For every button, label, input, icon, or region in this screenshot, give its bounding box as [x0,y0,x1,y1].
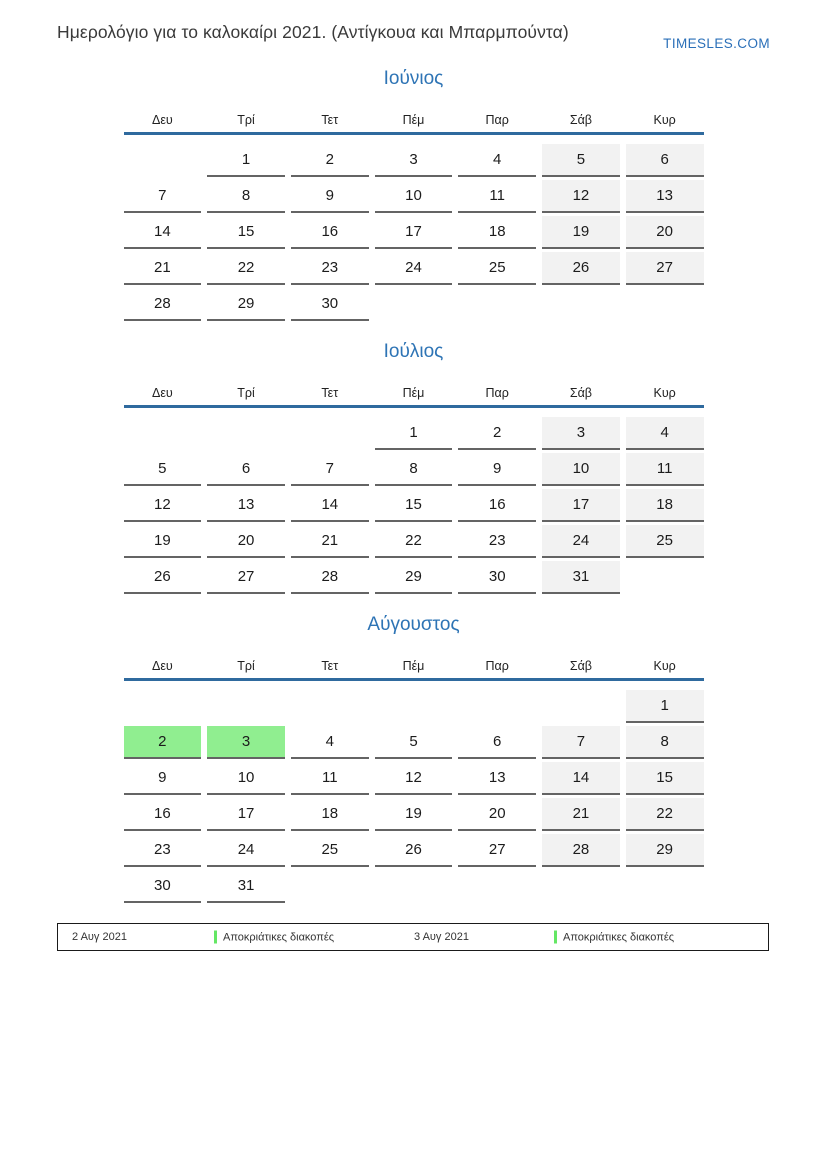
day-cell: 27 [458,834,536,867]
day-cell: 1 [375,417,453,450]
empty-cell [458,690,536,723]
weekday-label: Κυρ [653,386,676,401]
day-cell: 25 [458,252,536,285]
day-cell: 25 [626,525,704,558]
holiday-marker-icon [554,931,557,944]
weekday-label: Κυρ [653,659,676,674]
day-cell: 2 [458,417,536,450]
month-block [124,68,704,321]
day-cell: 23 [291,252,369,285]
day-cell: 3 [542,417,620,450]
day-cell: 11 [626,453,704,486]
empty-cell [458,288,536,321]
holiday-marker-icon [214,931,217,944]
holiday-legend [57,923,769,951]
day-cell: 16 [124,798,202,831]
day-cell: 17 [542,489,620,522]
day-cell: 6 [458,726,536,759]
day-cell: 12 [375,762,453,795]
day-cell: 31 [207,870,285,903]
day-cell: 4 [626,417,704,450]
day-cell: 24 [375,252,453,285]
day-cell: 27 [207,561,285,594]
weekday-label: Τετ [321,113,339,128]
day-cell: 12 [542,180,620,213]
weekday-label: Τετ [321,386,339,401]
day-cell: 26 [375,834,453,867]
empty-cell [626,561,704,594]
day-cell: 31 [542,561,620,594]
weekday-label: Δευ [151,113,173,128]
day-cell: 19 [542,216,620,249]
weekday-label: Παρ [485,659,509,674]
day-cell: 29 [207,288,285,321]
month-grid [124,417,704,594]
day-cell: 30 [124,870,202,903]
empty-cell [375,288,453,321]
page-header [0,0,827,51]
empty-cell [124,690,202,723]
day-cell: 18 [626,489,704,522]
header-rule [124,678,704,681]
day-cell: 15 [375,489,453,522]
day-cell: 28 [542,834,620,867]
day-cell: 22 [207,252,285,285]
day-cell: 15 [207,216,285,249]
legend-label: Αποκριάτικες διακοπές [563,931,675,944]
day-cell: 8 [207,180,285,213]
day-cell: 8 [375,453,453,486]
day-cell: 24 [207,834,285,867]
empty-cell [542,690,620,723]
day-cell: 16 [291,216,369,249]
day-cell: 29 [375,561,453,594]
header-rule [124,132,704,135]
weekday-label: Τρί [237,113,255,128]
day-cell: 19 [375,798,453,831]
day-cell: 18 [458,216,536,249]
weekday-label: Παρ [485,386,509,401]
day-cell: 2 [124,726,202,759]
month-title: Αύγουστος [367,614,460,636]
weekday-label: Τρί [237,659,255,674]
day-cell: 5 [124,453,202,486]
month-grid [124,690,704,903]
weekday-label: Κυρ [653,113,676,128]
month-block [124,614,704,903]
day-cell: 2 [291,144,369,177]
legend-date: 3 Αυγ 2021 [414,931,469,944]
month-grid [124,144,704,321]
day-cell: 1 [207,144,285,177]
day-cell: 19 [124,525,202,558]
day-cell: 22 [375,525,453,558]
empty-cell [542,288,620,321]
day-cell: 27 [626,252,704,285]
day-cell: 3 [375,144,453,177]
day-cell: 17 [375,216,453,249]
weekday-label: Σάβ [569,386,592,401]
day-cell: 20 [458,798,536,831]
empty-cell [626,870,704,903]
empty-cell [207,690,285,723]
day-cell: 30 [458,561,536,594]
weekday-header-row [124,378,704,400]
empty-cell [626,288,704,321]
day-cell: 4 [291,726,369,759]
legend-date: 2 Αυγ 2021 [72,931,127,944]
day-cell: 7 [291,453,369,486]
weekday-label: Δευ [151,659,173,674]
day-cell: 17 [207,798,285,831]
weekday-label: Σάβ [569,113,592,128]
month-block [124,341,704,594]
day-cell: 7 [124,180,202,213]
empty-cell [375,870,453,903]
day-cell: 6 [626,144,704,177]
empty-cell [207,417,285,450]
day-cell: 14 [124,216,202,249]
weekday-label: Πέμ [402,659,425,674]
month-title: Ιούνιος [383,68,444,90]
day-cell: 25 [291,834,369,867]
calendar-months [124,68,704,903]
day-cell: 10 [542,453,620,486]
day-cell: 23 [458,525,536,558]
day-cell: 1 [626,690,704,723]
day-cell: 21 [291,525,369,558]
day-cell: 14 [542,762,620,795]
day-cell: 11 [291,762,369,795]
day-cell: 26 [124,561,202,594]
day-cell: 16 [458,489,536,522]
day-cell: 18 [291,798,369,831]
day-cell: 12 [124,489,202,522]
empty-cell [291,870,369,903]
day-cell: 20 [626,216,704,249]
day-cell: 10 [207,762,285,795]
day-cell: 14 [291,489,369,522]
day-cell: 23 [124,834,202,867]
brand-link[interactable]: TIMESLES.COM [663,36,770,51]
day-cell: 13 [207,489,285,522]
legend-label: Αποκριάτικες διακοπές [223,931,335,944]
day-cell: 6 [207,453,285,486]
day-cell: 5 [542,144,620,177]
weekday-label: Τρί [237,386,255,401]
weekday-header-row [124,105,704,127]
header-rule [124,405,704,408]
weekday-header-row [124,651,704,673]
day-cell: 9 [458,453,536,486]
day-cell: 10 [375,180,453,213]
day-cell: 28 [291,561,369,594]
day-cell: 7 [542,726,620,759]
day-cell: 29 [626,834,704,867]
legend-item [554,931,674,944]
day-cell: 11 [458,180,536,213]
day-cell: 20 [207,525,285,558]
weekday-label: Δευ [151,386,173,401]
day-cell: 13 [458,762,536,795]
empty-cell [291,417,369,450]
empty-cell [375,690,453,723]
empty-cell [291,690,369,723]
day-cell: 21 [124,252,202,285]
day-cell: 3 [207,726,285,759]
day-cell: 5 [375,726,453,759]
month-title: Ιούλιος [383,341,444,363]
day-cell: 9 [291,180,369,213]
weekday-label: Παρ [485,113,509,128]
empty-cell [458,870,536,903]
day-cell: 8 [626,726,704,759]
empty-cell [124,417,202,450]
day-cell: 26 [542,252,620,285]
day-cell: 13 [626,180,704,213]
page-title: Ημερολόγιο για το καλοκαίρι 2021. (Αντίγκουα και Μπαρμπούντα) [57,22,569,42]
day-cell: 28 [124,288,202,321]
day-cell: 21 [542,798,620,831]
day-cell: 30 [291,288,369,321]
day-cell: 15 [626,762,704,795]
day-cell: 9 [124,762,202,795]
day-cell: 22 [626,798,704,831]
weekday-label: Τετ [321,659,339,674]
legend-item [214,931,334,944]
empty-cell [124,144,202,177]
day-cell: 24 [542,525,620,558]
day-cell: 4 [458,144,536,177]
empty-cell [542,870,620,903]
weekday-label: Σάβ [569,659,592,674]
weekday-label: Πέμ [402,386,425,401]
weekday-label: Πέμ [402,113,425,128]
